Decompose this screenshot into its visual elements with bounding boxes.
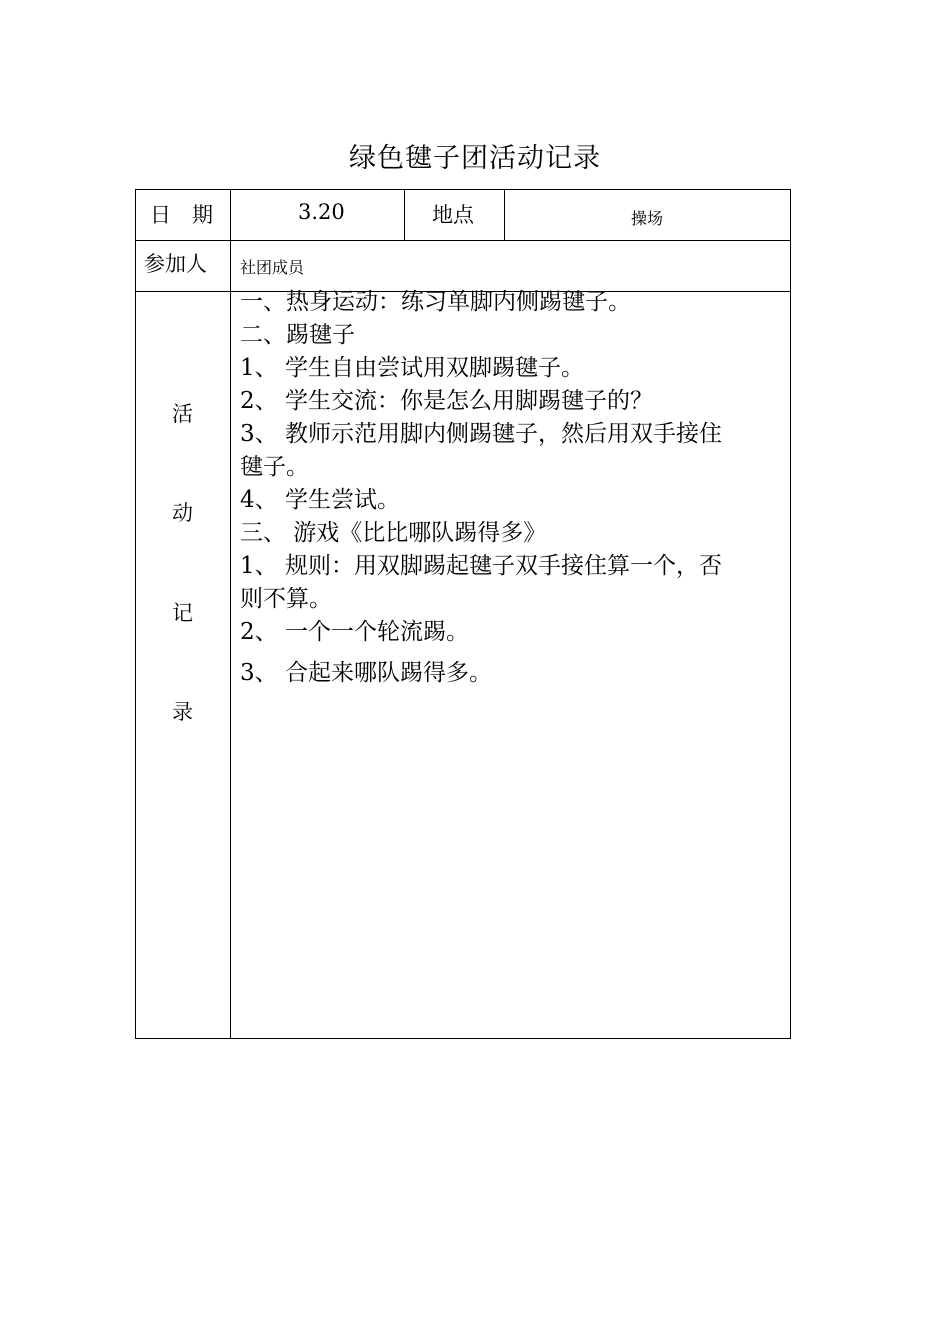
table-column-divider: [504, 189, 505, 241]
record-line: 则不算。: [240, 586, 332, 612]
place-value: 操场: [631, 209, 664, 228]
table-border-right: [790, 189, 791, 1039]
page-title: 绿色毽子团活动记录: [349, 143, 601, 174]
record-line: 2、 学生交流：你是怎么用脚踢毽子的？: [240, 388, 653, 414]
place-label: 地点: [432, 203, 474, 227]
record-line: 毽子。: [240, 454, 309, 480]
record-label-char: 动: [172, 501, 193, 525]
table-column-divider: [230, 189, 231, 1039]
record-label-char: 活: [172, 402, 193, 426]
record-line: 1、 规则：用双脚踢起毽子双手接住算一个，否: [240, 553, 722, 579]
record-label-char: 录: [172, 700, 193, 724]
record-line: 二、踢毽子: [240, 322, 355, 348]
record-line: 2、 一个一个轮流踢。: [240, 619, 469, 645]
table-border-bottom: [135, 1038, 791, 1039]
record-line: 三、 游戏《比比哪队踢得多》: [240, 520, 547, 546]
date-value: 3.20: [298, 200, 345, 224]
date-label: 日 期: [150, 203, 213, 227]
record-line: 3、 合起来哪队踢得多。: [240, 660, 492, 686]
record-line: 1、 学生自由尝试用双脚踢毽子。: [240, 355, 584, 381]
table-column-divider: [404, 189, 405, 241]
record-line: 4、 学生尝试。: [240, 487, 400, 513]
record-label-char: 记: [172, 601, 193, 625]
participants-label: 参加人: [144, 252, 207, 276]
record-line: 3、 教师示范用脚内侧踢毽子，然后用双手接住: [240, 421, 722, 447]
record-line: 一、热身运动：练习单脚内侧踢毽子。: [240, 289, 631, 315]
activity-record-content: [240, 286, 785, 690]
table-border-top: [135, 189, 791, 190]
participants-value: 社团成员: [240, 258, 305, 277]
table-row-divider: [135, 240, 791, 241]
